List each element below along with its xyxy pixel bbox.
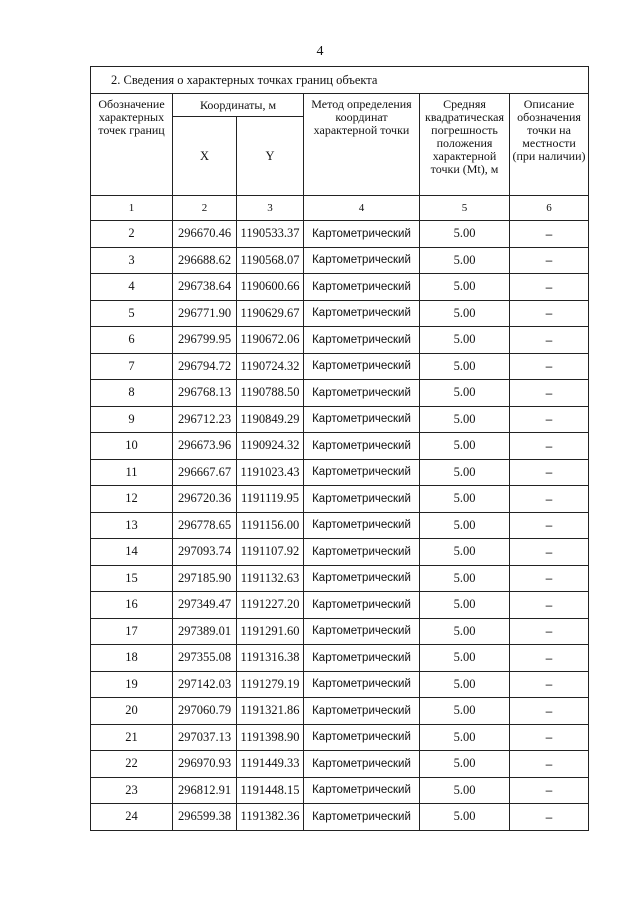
table-row xyxy=(91,247,589,274)
coordinate-y: 1191316.38 xyxy=(237,645,304,672)
table-row xyxy=(91,618,589,645)
table-row xyxy=(91,433,589,460)
point-number: 20 xyxy=(91,698,173,725)
table-row xyxy=(91,539,589,566)
point-number: 11 xyxy=(91,459,173,486)
column-number: 2 xyxy=(173,196,237,221)
accuracy-cell: 5.00 xyxy=(420,459,510,486)
description-cell: – xyxy=(510,751,589,778)
coordinate-y: 1191132.63 xyxy=(237,565,304,592)
table-row xyxy=(91,698,589,725)
header-x: X xyxy=(173,117,237,196)
accuracy-cell: 5.00 xyxy=(420,671,510,698)
table-row xyxy=(91,777,589,804)
coordinate-x: 296720.36 xyxy=(173,486,237,513)
method-cell: Картометрический xyxy=(304,618,420,645)
coordinate-x: 296599.38 xyxy=(173,804,237,831)
header-coordinates: Координаты, м xyxy=(173,94,304,117)
accuracy-cell: 5.00 xyxy=(420,247,510,274)
point-number: 23 xyxy=(91,777,173,804)
coordinate-x: 296670.46 xyxy=(173,221,237,248)
table-row xyxy=(91,486,589,513)
description-cell: – xyxy=(510,671,589,698)
method-cell: Картометрический xyxy=(304,724,420,751)
page-number: 4 xyxy=(316,44,324,59)
method-cell: Картометрический xyxy=(304,698,420,725)
method-cell: Картометрический xyxy=(304,777,420,804)
method-cell: Картометрический xyxy=(304,459,420,486)
accuracy-cell: 5.00 xyxy=(420,618,510,645)
column-numbers-row xyxy=(91,196,589,221)
method-cell: Картометрический xyxy=(304,539,420,566)
accuracy-cell: 5.00 xyxy=(420,406,510,433)
method-cell: Картометрический xyxy=(304,592,420,619)
coordinate-y: 1190788.50 xyxy=(237,380,304,407)
method-cell: Картометрический xyxy=(304,406,420,433)
accuracy-cell: 5.00 xyxy=(420,221,510,248)
description-cell: – xyxy=(510,221,589,248)
coordinate-y: 1191449.33 xyxy=(237,751,304,778)
point-number: 8 xyxy=(91,380,173,407)
header-method: Метод определения координат характерной точки xyxy=(304,94,420,196)
column-number: 1 xyxy=(91,196,173,221)
section-title-row xyxy=(91,67,589,94)
accuracy-cell: 5.00 xyxy=(420,300,510,327)
point-number: 4 xyxy=(91,274,173,301)
coordinate-y: 1190849.29 xyxy=(237,406,304,433)
header-y: Y xyxy=(237,117,304,196)
table-row xyxy=(91,406,589,433)
method-cell: Картометрический xyxy=(304,327,420,354)
point-number: 14 xyxy=(91,539,173,566)
method-cell: Картометрический xyxy=(304,300,420,327)
coordinate-x: 296794.72 xyxy=(173,353,237,380)
method-cell: Картометрический xyxy=(304,804,420,831)
coordinate-y: 1191023.43 xyxy=(237,459,304,486)
coordinate-y: 1191448.15 xyxy=(237,777,304,804)
header-point-designation: Обозначение характерных точек границ xyxy=(91,94,173,196)
column-number: 5 xyxy=(420,196,510,221)
coordinate-y: 1190724.32 xyxy=(237,353,304,380)
table-row xyxy=(91,327,589,354)
point-number: 16 xyxy=(91,592,173,619)
table-row xyxy=(91,804,589,831)
method-cell: Картометрический xyxy=(304,671,420,698)
description-cell: – xyxy=(510,459,589,486)
method-cell: Картометрический xyxy=(304,380,420,407)
coordinate-x: 297060.79 xyxy=(173,698,237,725)
point-number: 15 xyxy=(91,565,173,592)
coordinate-y: 1190533.37 xyxy=(237,221,304,248)
description-cell: – xyxy=(510,645,589,672)
coordinate-x: 296738.64 xyxy=(173,274,237,301)
description-cell: – xyxy=(510,512,589,539)
point-number: 13 xyxy=(91,512,173,539)
description-cell: – xyxy=(510,565,589,592)
point-number: 22 xyxy=(91,751,173,778)
method-cell: Картометрический xyxy=(304,645,420,672)
description-cell: – xyxy=(510,486,589,513)
coordinate-y: 1191227.20 xyxy=(237,592,304,619)
description-cell: – xyxy=(510,300,589,327)
accuracy-cell: 5.00 xyxy=(420,380,510,407)
coordinate-y: 1190568.07 xyxy=(237,247,304,274)
table-row xyxy=(91,274,589,301)
description-cell: – xyxy=(510,327,589,354)
coordinate-x: 296771.90 xyxy=(173,300,237,327)
description-cell: – xyxy=(510,247,589,274)
coordinate-y: 1191382.36 xyxy=(237,804,304,831)
table-row xyxy=(91,724,589,751)
coordinate-y: 1191279.19 xyxy=(237,671,304,698)
coordinate-x: 297355.08 xyxy=(173,645,237,672)
point-number: 9 xyxy=(91,406,173,433)
header-description: Описание обозначения точки на местности (при наличии) xyxy=(510,94,589,196)
method-cell: Картометрический xyxy=(304,433,420,460)
accuracy-cell: 5.00 xyxy=(420,274,510,301)
description-cell: – xyxy=(510,592,589,619)
table-row xyxy=(91,751,589,778)
accuracy-cell: 5.00 xyxy=(420,433,510,460)
table-row xyxy=(91,565,589,592)
coordinate-y: 1191156.00 xyxy=(237,512,304,539)
column-number: 4 xyxy=(304,196,420,221)
header-accuracy: Средняя квадратическая погрешность положения характерной точки (Mt), м xyxy=(420,94,510,196)
description-cell: – xyxy=(510,433,589,460)
coordinate-y: 1190600.66 xyxy=(237,274,304,301)
accuracy-cell: 5.00 xyxy=(420,724,510,751)
description-cell: – xyxy=(510,274,589,301)
method-cell: Картометрический xyxy=(304,512,420,539)
coordinate-y: 1191398.90 xyxy=(237,724,304,751)
point-number: 7 xyxy=(91,353,173,380)
table-row xyxy=(91,380,589,407)
method-cell: Картометрический xyxy=(304,274,420,301)
coordinate-y: 1191321.86 xyxy=(237,698,304,725)
method-cell: Картометрический xyxy=(304,565,420,592)
accuracy-cell: 5.00 xyxy=(420,592,510,619)
accuracy-cell: 5.00 xyxy=(420,645,510,672)
description-cell: – xyxy=(510,618,589,645)
accuracy-cell: 5.00 xyxy=(420,565,510,592)
point-number: 3 xyxy=(91,247,173,274)
description-cell: – xyxy=(510,698,589,725)
accuracy-cell: 5.00 xyxy=(420,539,510,566)
method-cell: Картометрический xyxy=(304,486,420,513)
coordinate-y: 1191107.92 xyxy=(237,539,304,566)
table-row xyxy=(91,300,589,327)
coordinate-x: 296768.13 xyxy=(173,380,237,407)
coordinate-y: 1191291.60 xyxy=(237,618,304,645)
point-number: 2 xyxy=(91,221,173,248)
coordinate-x: 296778.65 xyxy=(173,512,237,539)
accuracy-cell: 5.00 xyxy=(420,327,510,354)
coordinate-x: 297037.13 xyxy=(173,724,237,751)
coordinate-x: 296688.62 xyxy=(173,247,237,274)
coordinate-y: 1190924.32 xyxy=(237,433,304,460)
coordinate-x: 297093.74 xyxy=(173,539,237,566)
coordinate-y: 1190672.06 xyxy=(237,327,304,354)
coordinate-x: 296812.91 xyxy=(173,777,237,804)
point-number: 12 xyxy=(91,486,173,513)
method-cell: Картометрический xyxy=(304,221,420,248)
point-number: 24 xyxy=(91,804,173,831)
description-cell: – xyxy=(510,777,589,804)
method-cell: Картометрический xyxy=(304,353,420,380)
coordinate-y: 1191119.95 xyxy=(237,486,304,513)
accuracy-cell: 5.00 xyxy=(420,777,510,804)
description-cell: – xyxy=(510,724,589,751)
point-number: 21 xyxy=(91,724,173,751)
coordinate-x: 296712.23 xyxy=(173,406,237,433)
coordinate-x: 296970.93 xyxy=(173,751,237,778)
description-cell: – xyxy=(510,406,589,433)
description-cell: – xyxy=(510,380,589,407)
point-number: 10 xyxy=(91,433,173,460)
column-number: 3 xyxy=(237,196,304,221)
coordinate-x: 296673.96 xyxy=(173,433,237,460)
table-row xyxy=(91,221,589,248)
table-row xyxy=(91,671,589,698)
table-row xyxy=(91,512,589,539)
characteristic-points-table xyxy=(90,66,589,831)
table-row xyxy=(91,353,589,380)
table-row xyxy=(91,459,589,486)
description-cell: – xyxy=(510,804,589,831)
coordinate-x: 297389.01 xyxy=(173,618,237,645)
description-cell: – xyxy=(510,539,589,566)
accuracy-cell: 5.00 xyxy=(420,804,510,831)
accuracy-cell: 5.00 xyxy=(420,486,510,513)
point-number: 6 xyxy=(91,327,173,354)
point-number: 17 xyxy=(91,618,173,645)
accuracy-cell: 5.00 xyxy=(420,698,510,725)
header-row xyxy=(91,94,589,117)
accuracy-cell: 5.00 xyxy=(420,512,510,539)
description-cell: – xyxy=(510,353,589,380)
coordinate-y: 1190629.67 xyxy=(237,300,304,327)
table-row xyxy=(91,645,589,672)
column-number: 6 xyxy=(510,196,589,221)
accuracy-cell: 5.00 xyxy=(420,353,510,380)
section-title: 2. Сведения о характерных точках границ объекта xyxy=(91,67,589,94)
point-number: 5 xyxy=(91,300,173,327)
point-number: 19 xyxy=(91,671,173,698)
accuracy-cell: 5.00 xyxy=(420,751,510,778)
coordinate-x: 296799.95 xyxy=(173,327,237,354)
coordinate-x: 296667.67 xyxy=(173,459,237,486)
coordinate-x: 297142.03 xyxy=(173,671,237,698)
coordinate-x: 297185.90 xyxy=(173,565,237,592)
table-row xyxy=(91,592,589,619)
points-table-body xyxy=(91,221,589,831)
point-number: 18 xyxy=(91,645,173,672)
coordinate-x: 297349.47 xyxy=(173,592,237,619)
method-cell: Картометрический xyxy=(304,751,420,778)
method-cell: Картометрический xyxy=(304,247,420,274)
